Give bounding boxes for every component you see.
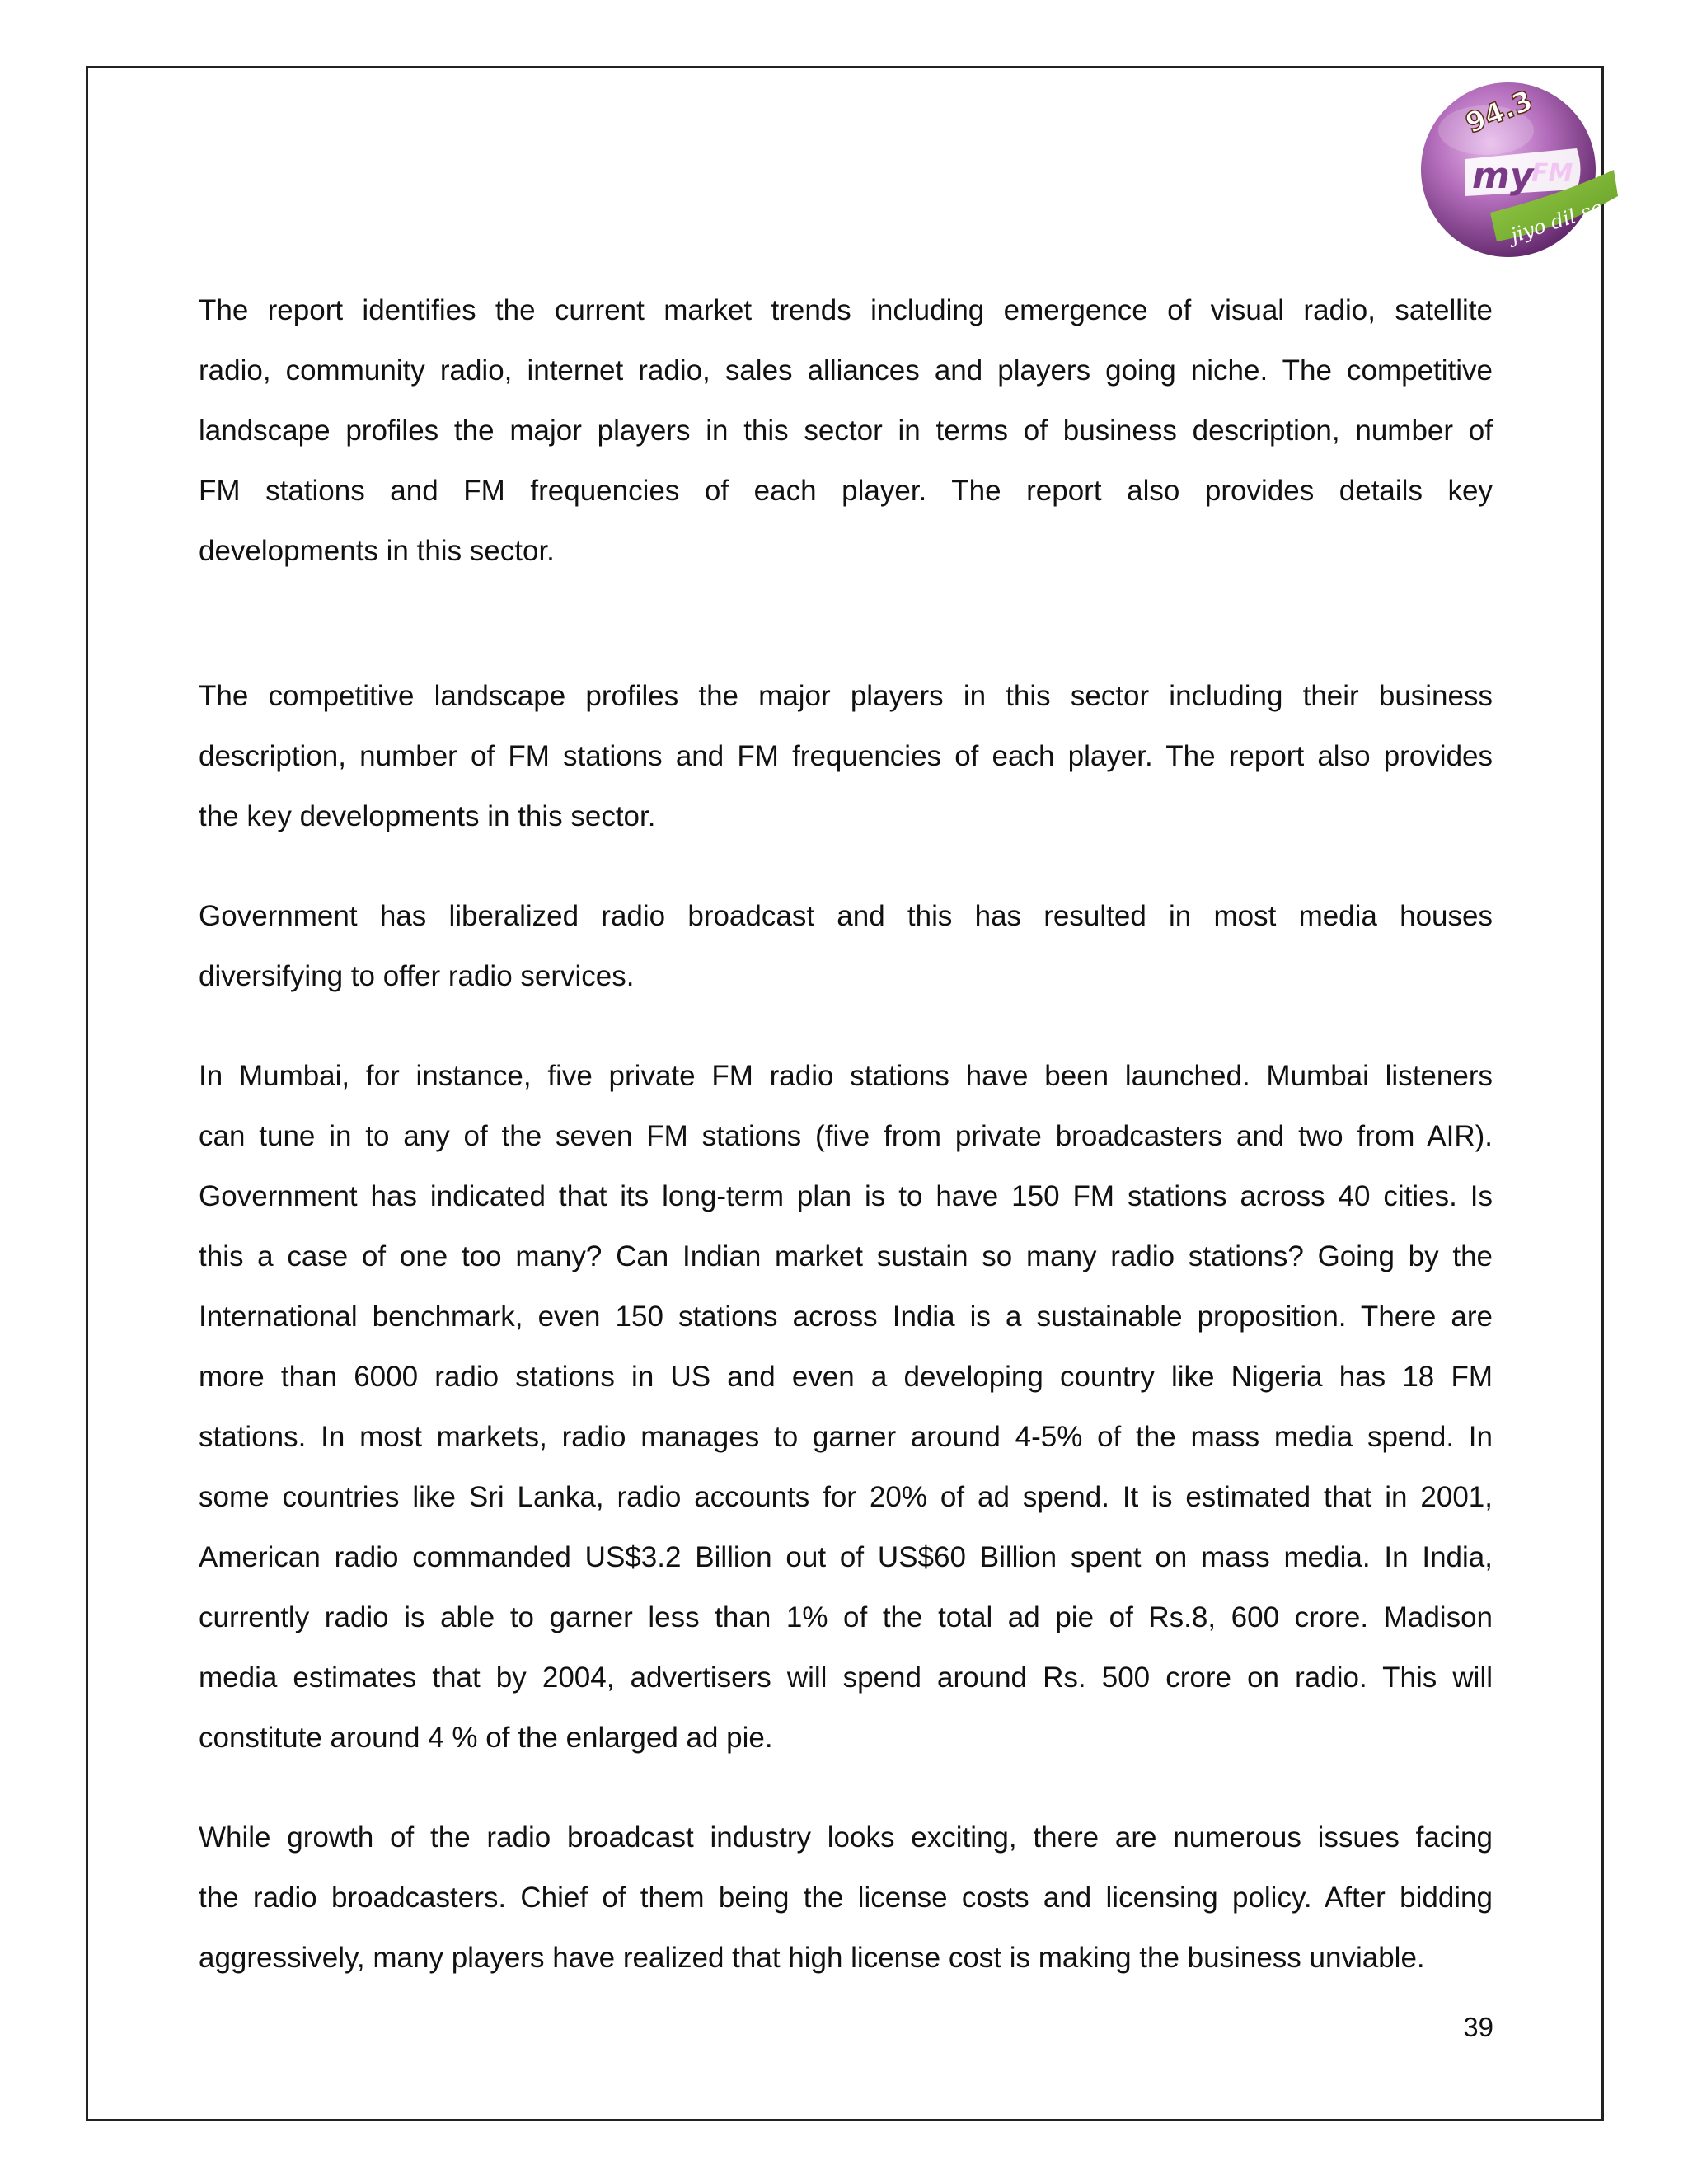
text-line: In Mumbai, for instance, five private FM radio stations have been launched. Mumbai listeners bbox=[199, 1060, 1493, 1092]
text-line: American radio commanded US$3.2 Billion out of US$60 Billion spent on mass media. In India, bbox=[199, 1541, 1493, 1573]
text-line: can tune in to any of the seven FM stations (five from private broadcasters and two from AIR). bbox=[199, 1120, 1493, 1152]
paragraph-competitive-landscape bbox=[199, 666, 1493, 846]
svg-text:my: my bbox=[1472, 155, 1534, 197]
paragraph-market-trends bbox=[199, 280, 1493, 581]
svg-text:FM: FM bbox=[1531, 159, 1573, 188]
paragraph-industry-issues bbox=[199, 1807, 1493, 1988]
text-line: developments in this sector. bbox=[199, 535, 555, 567]
text-line: aggressively, many players have realized that high license cost is making the business unviable. bbox=[199, 1942, 1425, 1974]
text-line: constitute around 4 % of the enlarged ad pie. bbox=[199, 1722, 773, 1754]
text-line: The report identifies the current market trends including emergence of visual radio, satellite bbox=[199, 294, 1493, 326]
text-line: description, number of FM stations and FM frequencies of each player. The report also provides bbox=[199, 740, 1493, 772]
text-line: stations. In most markets, radio manages to garner around 4-5% of the mass media spend. In bbox=[199, 1421, 1493, 1453]
document-body bbox=[199, 280, 1493, 1988]
text-line: International benchmark, even 150 stations across India is a sustainable proposition. There are bbox=[199, 1301, 1493, 1333]
svg-text:94.3: 94.3 bbox=[1461, 83, 1538, 141]
text-line: FM stations and FM frequencies of each player. The report also provides details key bbox=[199, 475, 1493, 507]
text-line: Government has liberalized radio broadcast and this has resulted in most media houses bbox=[199, 900, 1493, 932]
text-line: currently radio is able to garner less than 1% of the total ad pie of Rs.8, 600 crore. Madison bbox=[199, 1601, 1493, 1633]
text-line: media estimates that by 2004, advertisers will spend around Rs. 500 crore on radio. This will bbox=[199, 1661, 1493, 1694]
page-number: 39 bbox=[1463, 2012, 1493, 2042]
text-line: the radio broadcasters. Chief of them being the license costs and licensing policy. After bidding bbox=[199, 1882, 1493, 1914]
text-line: diversifying to offer radio services. bbox=[199, 960, 635, 992]
svg-text:jiyo dil se: jiyo dil se bbox=[1507, 195, 1606, 247]
text-line: radio, community radio, internet radio, sales alliances and players going niche. The competitive bbox=[199, 354, 1493, 387]
paragraph-mumbai-stations bbox=[199, 1046, 1493, 1768]
text-line: landscape profiles the major players in this sector in terms of business description, number of bbox=[199, 415, 1493, 447]
paragraph-government-liberalization bbox=[199, 886, 1493, 1006]
text-line: some countries like Sri Lanka, radio accounts for 20% of ad spend. It is estimated that in 2001, bbox=[199, 1481, 1493, 1513]
text-line: more than 6000 radio stations in US and even a developing country like Nigeria has 18 FM bbox=[199, 1361, 1493, 1393]
text-line: The competitive landscape profiles the major players in this sector including their business bbox=[199, 680, 1493, 712]
text-line: Government has indicated that its long-term plan is to have 150 FM stations across 40 cities. Is bbox=[199, 1180, 1493, 1212]
text-line: this a case of one too many? Can Indian market sustain so many radio stations? Going by the bbox=[199, 1240, 1493, 1272]
text-line: While growth of the radio broadcast industry looks exciting, there are numerous issues facing bbox=[199, 1821, 1493, 1854]
text-line: the key developments in this sector. bbox=[199, 800, 656, 832]
my-fm-logo bbox=[1408, 73, 1622, 270]
